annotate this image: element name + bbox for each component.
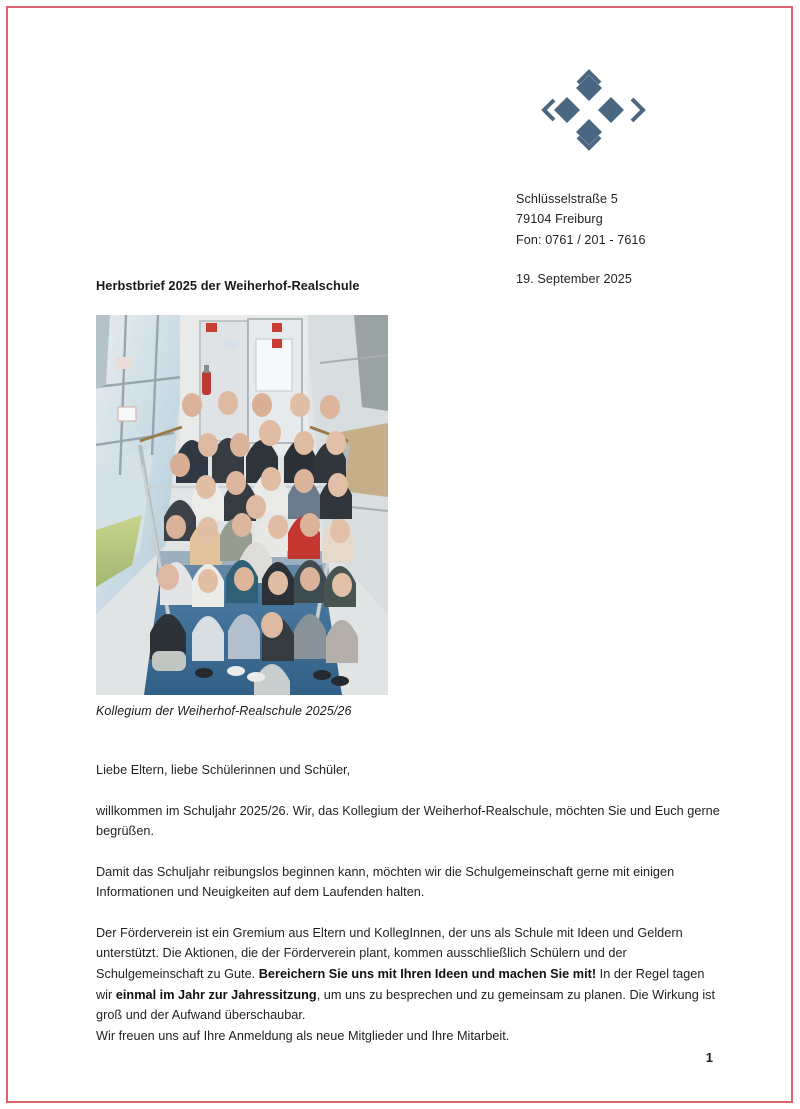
paragraph-salutation [96,760,722,781]
run-text: Damit das Schuljahr reibungslos beginnen kann, möchten wir die Schulgemeinschaft gerne mit einigen Informationen und Neuigkeiten auf dem Laufenden halten. [96,864,675,900]
run-text: Der Förderverein ist ein Gremium aus Eltern und KollegInnen, der uns als Schule mit Ideen und Geldern unterstützt. Die Aktionen, die der Förderverein plant, kommen ausschließlich Schülern und der Schulgemeinschaft zu Gute. [96,925,683,982]
weiherhof-diamond-logo [524,63,654,171]
school-logo [524,63,654,171]
document-body [96,278,722,1046]
page-number: 1 [705,1050,713,1065]
run-text: willkommen im Schuljahr 2025/26. Wir, das Kollegium der Weiherhof-Realschule, möchten Sie und Euch gerne begrüßen. [96,803,720,839]
paragraph-foerderverein [96,923,722,1046]
run-text: In der Regel tagen wir [96,967,705,1002]
run-text-bold: einmal im Jahr zur Jahressitzung [115,987,317,1002]
photo-caption: Kollegium der Weiherhof-Realschule 2025/26 [96,704,352,718]
school-address [516,189,756,250]
document-page [6,6,793,1103]
address-line-street: Schlüsselstraße 5 [516,192,618,206]
address-line-phone: Fon: 0761 / 201 - 7616 [516,232,646,247]
run-text-bold: Bereichern Sie uns mit Ihren Ideen und machen Sie mit! [258,967,597,982]
paragraph-welcome [96,801,722,842]
letter-date: 19. September 2025 [516,272,632,287]
address-line-city: 79104 Freiburg [516,212,603,227]
group-photo-illustration [96,315,388,695]
page-title: Herbstbrief 2025 der Weiherhof-Realschule [96,278,360,293]
run-text: Wir freuen uns auf Ihre Anmeldung als neue Mitglieder und Ihre Mitarbeit. [96,1028,510,1043]
letterhead [516,63,756,286]
letter-text [96,760,722,1046]
kollegium-group-photo [96,315,388,695]
run-text: , um uns zu besprechen und zu gemeinsam zu planen. Die Wirkung ist groß und der Aufwand überschaubar. [96,987,716,1023]
paragraph-information [96,862,722,903]
photo-figure [96,315,388,718]
page-sheet [8,8,791,1101]
run-text: Liebe Eltern, liebe Schülerinnen und Schüler, [96,763,351,777]
